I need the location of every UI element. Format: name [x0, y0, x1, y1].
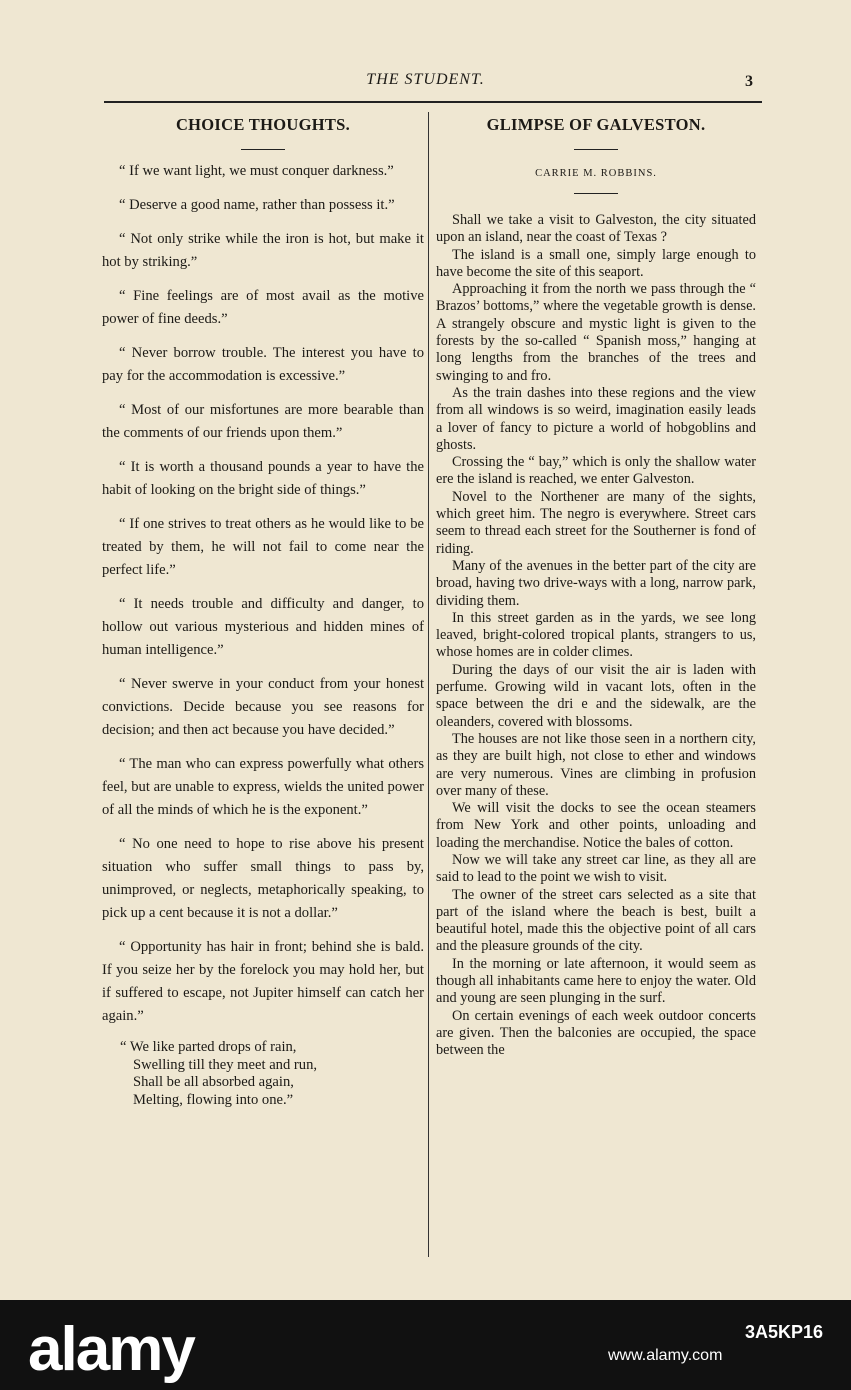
paragraph: During the days of our visit the air is laden with perfume. Growing wild in vacant lots, often in the space between the dri e and the sidewalk, are the oleanders, covered with blossoms.: [436, 661, 756, 730]
paragraph: Crossing the “ bay,” which is only the shallow water ere the island is reached, we enter Galveston.: [436, 454, 756, 488]
page-number: 3: [745, 73, 753, 90]
column-divider: [428, 112, 429, 1257]
quote: “ If one strives to treat others as he would like to be treated by them, he will not fail to come near the perfect life.”: [102, 516, 424, 578]
quote: “ Deserve a good name, rather than possess it.”: [119, 197, 395, 213]
right-column-galveston: [436, 112, 756, 1060]
quote: “ The man who can express powerfully what others feel, but are unable to express, wields the united power of all the minds of which he is the exponent.”: [102, 756, 424, 818]
paragraph: Approaching it from the north we pass through the “ Brazos’ bottoms,” where the vegetable growth is dense. A strangely obscure and mystic light is given to the forests by the so-called “ Spanish moss,” hanging at long lengths from the branches of the trees and swinging to and fro.: [436, 281, 756, 384]
quote: “ It is worth a thousand pounds a year to have the habit of looking on the bright side of things.”: [102, 459, 424, 498]
quotes-list: [102, 160, 424, 1028]
closing-poem: [120, 1039, 424, 1109]
article-title-galveston: GLIMPSE OF GALVESTON.: [486, 115, 706, 134]
paragraph: In the morning or late afternoon, it would seem as though all inhabitants came here to enjoy the water. Old and young are seen plunging in the surf.: [436, 955, 756, 1007]
quote: “ Fine feelings are of most avail as the motive power of fine deeds.”: [102, 288, 424, 327]
paragraph: Now we will take any street car line, as they all are said to lead to the point we wish to visit.: [436, 851, 756, 886]
left-column-choice-thoughts: [102, 112, 424, 1109]
quote: “ No one need to hope to rise above his present situation who suffer small things to pass by, unimproved, or neglects, metaphorically speaking, to pick up a cent because it is not a dollar.”: [102, 836, 424, 921]
alamy-logo: [22, 1312, 292, 1386]
quote: “ Not only strike while the iron is hot, but make it hot by striking.”: [102, 231, 424, 270]
quote: “ Most of our misfortunes are more bearable than the comments of our friends upon them.”: [102, 402, 424, 441]
paragraph: The island is a small one, simply large enough to have become the site of this seaport.: [436, 246, 756, 280]
quote: “ If we want light, we must conquer darkness.”: [119, 163, 394, 179]
poem-line: Swelling till they meet and run,: [133, 1056, 318, 1073]
quote: “ It needs trouble and difficulty and danger, to hollow out various mysterious and hidden mines of human intelligence.”: [102, 596, 424, 658]
paragraph: The owner of the street cars selected as a site that part of the island where the beach is best, built a beautiful hotel, made this the objective point of all cars and the pleasure grounds of the city.: [436, 886, 756, 955]
poem-line: “ We like parted drops of rain,: [120, 1039, 297, 1055]
title-rule: [574, 149, 618, 150]
poem-line: Melting, flowing into one.”: [133, 1091, 294, 1108]
poem-line: Shall be all absorbed again,: [133, 1074, 294, 1090]
quote: “ Never borrow trouble. The interest you have to pay for the accommodation is excessive.”: [102, 345, 424, 384]
paragraph: We will visit the docks to see the ocean steamers from New York and other points, unloading and loading the merchandise. Notice the bales of cotton.: [436, 800, 756, 851]
quote: “ Never swerve in your conduct from your honest convictions. Decide because you see reasons for decision; and then act because you have decided.”: [102, 676, 424, 738]
paragraph: In this street garden as in the yards, we see long leaved, bright-colored tropical plants, strangers to us, whose homes are in colder climes.: [436, 609, 756, 661]
paragraph: As the train dashes into these regions and the view from all windows is so weird, imagination easily leads a lover of fancy to picture a world of hobgoblins and ghosts.: [436, 384, 756, 453]
image-id: 3A5KP16: [745, 1322, 824, 1342]
quote: “ Opportunity has hair in front; behind she is bald. If you seize her by the forelock you may hold her, but if suffered to escape, not Jupiter himself can catch her again.”: [102, 939, 424, 1024]
article-title-choice-thoughts: CHOICE THOUGHTS.: [175, 115, 351, 134]
alamy-logo-text: alamy: [28, 1315, 194, 1384]
masthead-title: THE STUDENT.: [366, 71, 485, 88]
header-rule: [104, 101, 762, 103]
watermark-url: www.alamy.com: [608, 1347, 723, 1364]
byline-rule: [574, 193, 618, 194]
article-body: [436, 212, 756, 1060]
author-byline: CARRIE M. ROBBINS.: [535, 168, 657, 179]
paragraph: Novel to the Northener are many of the sights, which greet him. The negro is everywhere. Street cars seem to thread each street for the Southerner is fond of riding.: [436, 488, 756, 557]
paragraph: Shall we take a visit to Galveston, the city situated upon an island, near the coast of Texas ?: [436, 212, 756, 246]
paragraph: Many of the avenues in the better part of the city are broad, having two drive-ways with a long, narrow park, dividing them.: [436, 557, 756, 609]
paragraph: On certain evenings of each week outdoor concerts are given. Then the balconies are occupied, the space between the: [436, 1007, 756, 1059]
paragraph: The houses are not like those seen in a northern city, as they are built high, not close to ether and windows are very numerous. Vines are climbing in profusion over many of these.: [436, 730, 756, 799]
title-rule: [241, 149, 285, 150]
